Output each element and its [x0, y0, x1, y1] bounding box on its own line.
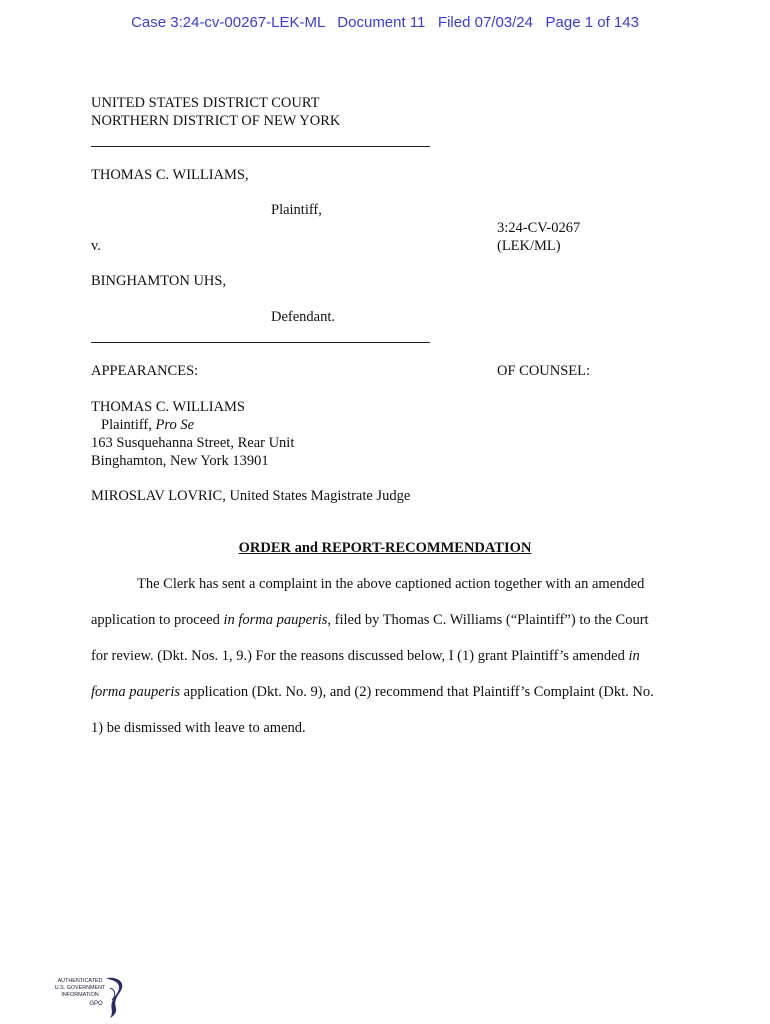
body-line: The Clerk has sent a complaint in the above captioned action together with an amended	[137, 576, 645, 592]
court-district: NORTHERN DISTRICT OF NEW YORK	[91, 113, 341, 129]
case-number-stamp: Case 3:24-cv-00267-LEK-ML	[131, 14, 325, 31]
plaintiff-name: THOMAS C. WILLIAMS,	[91, 167, 249, 183]
case-number: 3:24-CV-0267	[497, 220, 581, 236]
judge-initials: (LEK/ML)	[497, 238, 561, 254]
party-name: THOMAS C. WILLIAMS	[91, 399, 245, 415]
page-count-stamp: Page 1 of 143	[545, 14, 639, 31]
body-line: 1) be dismissed with leave to amend.	[91, 720, 306, 736]
versus: v.	[91, 238, 101, 254]
party-address-line1: 163 Susquehanna Street, Rear Unit	[91, 435, 295, 451]
filed-date-stamp: Filed 07/03/24	[437, 14, 533, 31]
defendant-name: BINGHAMTON UHS,	[91, 273, 227, 289]
of-counsel-heading: OF COUNSEL:	[497, 363, 591, 379]
ecf-header	[0, 14, 770, 31]
body-line: application to proceed in forma pauperis, filed by Thomas C. Williams (“Plaintiff”) to the Court	[91, 612, 649, 628]
plaintiff-role: Plaintiff,	[271, 202, 322, 218]
appearances-heading: APPEARANCES:	[91, 363, 199, 379]
order-title: ORDER and REPORT-RECOMMENDATION	[238, 540, 532, 556]
svg-text:AUTHENTICATED: AUTHENTICATED	[57, 978, 103, 984]
caption-rule-top	[91, 146, 430, 147]
body-line: forma pauperis application (Dkt. No. 9), and (2) recommend that Plaintiff’s Complaint (Dkt. No.	[91, 684, 654, 700]
party-address-line2: Binghamton, New York 13901	[91, 453, 269, 469]
caption-rule-bottom	[91, 342, 430, 343]
svg-text:INFORMATION: INFORMATION	[61, 992, 99, 998]
svg-text:U.S. GOVERNMENT: U.S. GOVERNMENT	[54, 985, 106, 991]
svg-text:GPO: GPO	[89, 1001, 103, 1007]
body-line: for review. (Dkt. Nos. 1, 9.) For the reasons discussed below, I (1) grant Plaintiff’s amended in	[91, 648, 640, 664]
party-role: Plaintiff, Pro Se	[101, 417, 195, 433]
gpo-authentication-seal	[44, 974, 134, 1020]
defendant-role: Defendant.	[271, 309, 336, 325]
document-number-stamp: Document 11	[337, 14, 426, 31]
court-name: UNITED STATES DISTRICT COURT	[91, 95, 320, 111]
judge-line: MIROSLAV LOVRIC, United States Magistrate Judge	[91, 488, 411, 504]
